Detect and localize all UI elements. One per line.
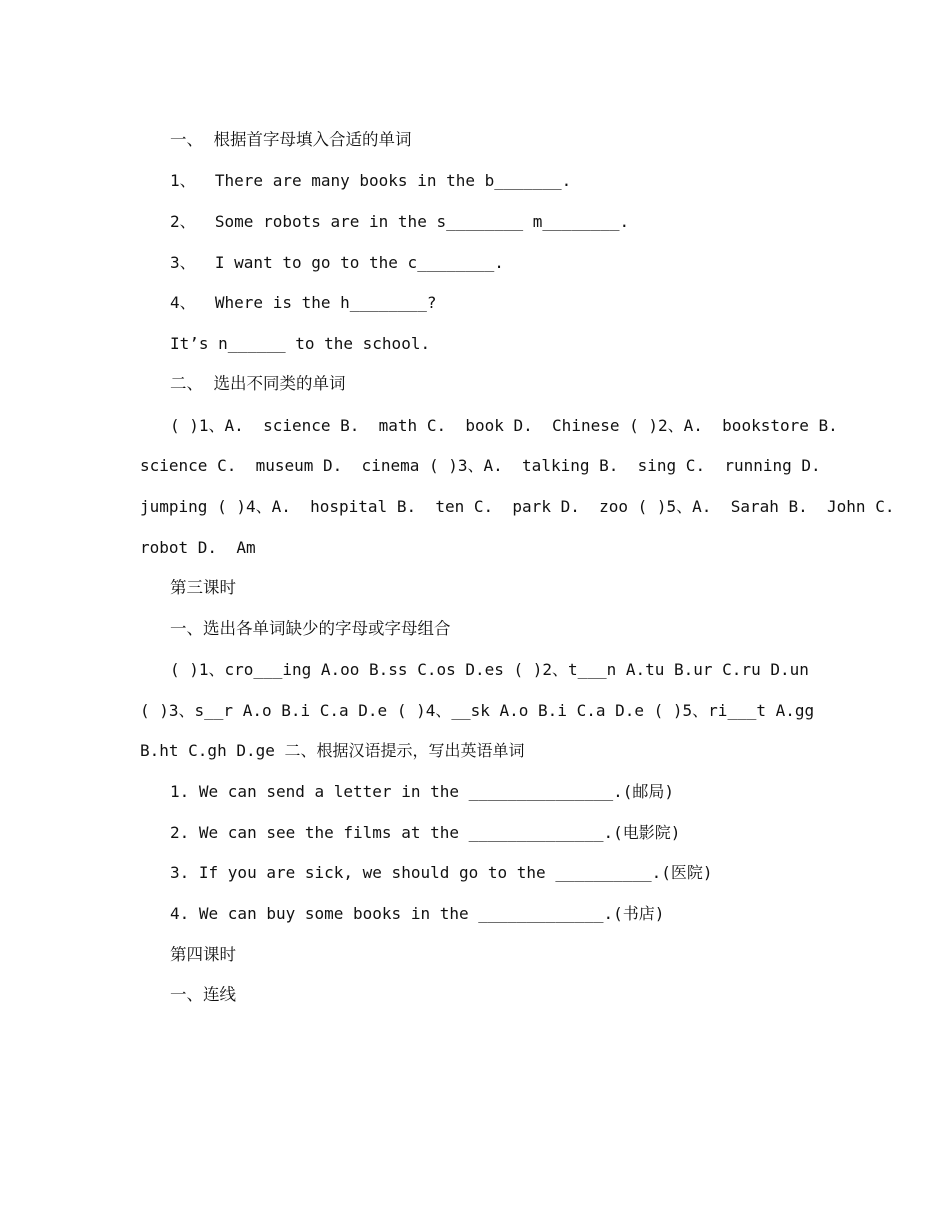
lesson4-title: 第四课时 bbox=[170, 945, 236, 964]
section1-item-3: 3、 I want to go to the c________. bbox=[170, 253, 504, 272]
section1-item-4-answer: It’s n______ to the school. bbox=[170, 334, 431, 353]
lesson3-part1-heading: 一、选出各单词缺少的字母或字母组合 bbox=[170, 619, 451, 638]
section1-item-4: 4、 Where is the h________? bbox=[170, 293, 437, 312]
lesson3-part2-item-3: 3. If you are sick, we should go to the __________.(医院) bbox=[170, 863, 713, 882]
section1-item-1: 1、 There are many books in the b_______. bbox=[170, 171, 572, 190]
lesson3-part2-item-4: 4. We can buy some books in the _____________.(书店) bbox=[170, 904, 665, 923]
lesson3-part2-item-2: 2. We can see the films at the ______________.(电影院) bbox=[170, 823, 681, 842]
lesson3-part1-line-3: B.ht C.gh D.ge 二、根据汉语提示，写出英语单词 bbox=[140, 741, 525, 760]
section2-line-4: robot D. Am bbox=[140, 538, 256, 557]
lesson4-part1-heading: 一、连线 bbox=[170, 985, 236, 1004]
section2-line-2: science C. museum D. cinema ( )3、A. talking B. sing C. running D. bbox=[140, 456, 821, 475]
lesson3-part2-item-1: 1. We can send a letter in the _______________.(邮局) bbox=[170, 782, 675, 801]
section2-heading: 二、 选出不同类的单词 bbox=[170, 374, 346, 393]
section1-item-2: 2、 Some robots are in the s________ m________. bbox=[170, 212, 630, 231]
lesson3-title: 第三课时 bbox=[170, 578, 236, 597]
section1-heading: 一、 根据首字母填入合适的单词 bbox=[170, 130, 412, 149]
lesson3-part1-line-1: ( )1、cro___ing A.oo B.ss C.os D.es ( )2、t___n A.tu B.ur C.ru D.un bbox=[170, 660, 809, 679]
section2-line-3: jumping ( )4、A. hospital B. ten C. park D. zoo ( )5、A. Sarah B. John C. bbox=[140, 497, 895, 516]
lesson3-part1-line-2: ( )3、s__r A.o B.i C.a D.e ( )4、__sk A.o B.i C.a D.e ( )5、ri___t A.gg bbox=[140, 701, 815, 720]
section2-line-1: ( )1、A. science B. math C. book D. Chinese ( )2、A. bookstore B. bbox=[170, 416, 838, 435]
